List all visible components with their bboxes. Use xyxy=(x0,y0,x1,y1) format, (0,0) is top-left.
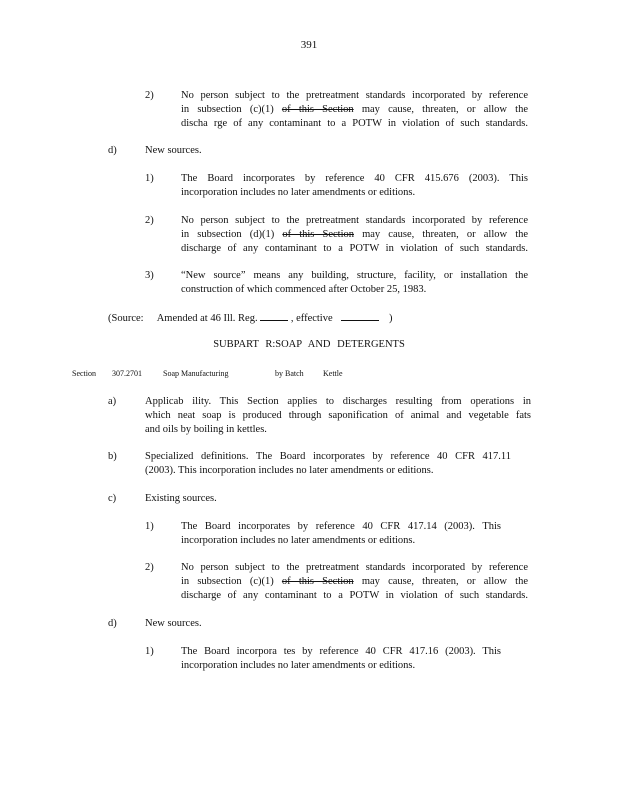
text-line: incorporation includes no later amendments or editions. xyxy=(181,187,416,198)
text-line xyxy=(181,103,528,117)
text-line: No person subject to the pretreatment standards incorporated by reference xyxy=(181,90,528,101)
text-line: Specialized definitions. The Board incorporates by reference 40 CFR 417.11 xyxy=(145,451,511,462)
text-line: incorporation includes no later amendments or editions. xyxy=(181,535,416,546)
text-line: No person subject to the pretreatment standards incorporated by reference xyxy=(181,215,528,226)
text-line: “New source” means any building, structure, facility, or installation the xyxy=(181,270,528,281)
subsection-label: a) xyxy=(108,396,117,407)
item-label: 1) xyxy=(145,173,154,184)
date-blank xyxy=(341,311,379,321)
item-label: 1) xyxy=(145,521,154,532)
paragraph-definitions xyxy=(145,450,511,478)
subsection-label: d) xyxy=(108,145,117,156)
paragraph-pretreatment-c2 xyxy=(181,561,528,603)
subpart-heading: SUBPART R:SOAP AND DETERGENTS xyxy=(213,339,405,350)
subsection-heading: New sources. xyxy=(145,618,202,629)
item-label: 3) xyxy=(145,270,154,281)
text-line: discharge of any contaminant to a POTW in violation of such standards. xyxy=(181,590,528,601)
item-label: 2) xyxy=(145,90,154,101)
paragraph-incorporation xyxy=(181,172,528,200)
section-word: Section xyxy=(72,369,96,378)
text-fragment: may cause, threaten, or allow the xyxy=(361,104,529,115)
item-label: 2) xyxy=(145,562,154,573)
text-line: which neat soap is produced through saponification of animal and vegetable fats xyxy=(145,410,531,421)
text-fragment: in subsection (c)(1) xyxy=(181,576,274,587)
struck-text: of this Section xyxy=(281,576,354,587)
item-label: 2) xyxy=(145,215,154,226)
text-line: incorporation includes no later amendments or editions. xyxy=(181,660,416,671)
text-line: The Board incorpora tes by reference 40 CFR 417.16 (2003). This xyxy=(181,646,501,657)
text-line: The Board incorporates by reference 40 CFR 417.14 (2003). This xyxy=(181,521,501,532)
subsection-label: c) xyxy=(108,493,117,504)
text-line: discharge of any contaminant to a POTW in violation of such standards. xyxy=(181,243,528,254)
struck-text: of this Section xyxy=(282,229,354,240)
source-suffix: ) xyxy=(389,313,393,324)
paragraph-pretreatment-d xyxy=(181,214,528,256)
item-label: 1) xyxy=(145,646,154,657)
section-title-part: Kettle xyxy=(323,369,343,378)
subsection-label: b) xyxy=(108,451,117,462)
paragraph-pretreatment-c xyxy=(181,89,528,131)
paragraph-incorporation xyxy=(181,520,501,548)
text-fragment: in subsection (d)(1) xyxy=(181,229,275,240)
text-line: No person subject to the pretreatment standards incorporated by reference xyxy=(181,562,528,573)
source-note xyxy=(108,311,393,326)
section-title-part: Soap Manufacturing xyxy=(163,369,229,378)
text-line xyxy=(181,575,528,589)
text-line xyxy=(181,228,528,242)
text-line: construction of which commenced after October 25, 1983. xyxy=(181,284,427,295)
reg-blank xyxy=(260,311,288,321)
text-line: Applicab ility. This Section applies to discharges resulting from operations in xyxy=(145,396,531,407)
struck-text: of this Section xyxy=(281,104,354,115)
paragraph-applicability xyxy=(145,395,531,437)
source-prefix: (Source: xyxy=(108,313,144,324)
paragraph-new-source-definition xyxy=(181,269,528,297)
text-fragment: in subsection (c)(1) xyxy=(181,104,274,115)
text-fragment: may cause, threaten, or allow the xyxy=(362,229,529,240)
subsection-heading: Existing sources. xyxy=(145,493,217,504)
source-effective: , effective xyxy=(290,313,333,324)
text-line: The Board incorporates by reference 40 CFR 415.676 (2003). This xyxy=(181,173,528,184)
text-line: discha rge of any contaminant to a POTW in violation of such standards. xyxy=(181,118,528,129)
subsection-label: d) xyxy=(108,618,117,629)
text-line: (2003). This incorporation includes no later amendments or editions. xyxy=(145,465,434,476)
text-line: and oils by boiling in kettles. xyxy=(145,424,267,435)
section-title-part: by Batch xyxy=(275,369,304,378)
source-middle: Amended at 46 Ill. Reg. xyxy=(156,313,258,324)
paragraph-incorporation xyxy=(181,645,501,673)
subsection-heading: New sources. xyxy=(145,145,202,156)
page-number: 391 xyxy=(300,39,318,51)
text-fragment: may cause, threaten, or allow the xyxy=(361,576,529,587)
section-number: 307.2701 xyxy=(112,369,142,378)
